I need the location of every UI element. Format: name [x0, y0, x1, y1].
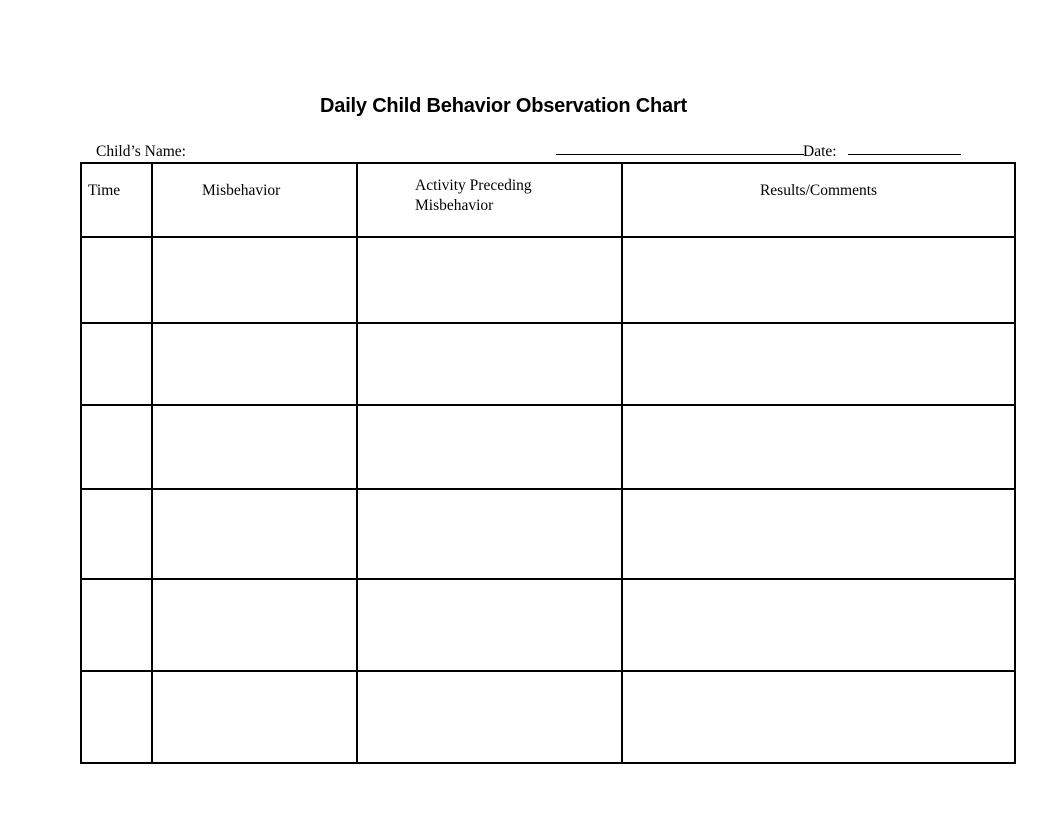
observation-table	[80, 162, 1016, 764]
cell-time[interactable]	[81, 579, 152, 671]
cell-activity[interactable]	[357, 671, 622, 763]
cell-misbehavior[interactable]	[152, 671, 357, 763]
header-misbehavior: Misbehavior	[152, 163, 357, 237]
header-activity-line2: Misbehavior	[415, 197, 494, 214]
table-row	[81, 237, 1015, 323]
cell-activity[interactable]	[357, 579, 622, 671]
cell-activity[interactable]	[357, 489, 622, 579]
cell-results[interactable]	[622, 671, 1015, 763]
cell-misbehavior[interactable]	[152, 579, 357, 671]
cell-time[interactable]	[81, 237, 152, 323]
child-name-blank-line[interactable]	[556, 154, 804, 155]
cell-results[interactable]	[622, 489, 1015, 579]
header-time: Time	[81, 163, 152, 237]
cell-results[interactable]	[622, 405, 1015, 489]
cell-misbehavior[interactable]	[152, 489, 357, 579]
header-activity-line1: Activity Preceding	[415, 177, 532, 194]
cell-results[interactable]	[622, 323, 1015, 405]
cell-activity[interactable]	[357, 237, 622, 323]
table-row	[81, 579, 1015, 671]
cell-activity[interactable]	[357, 405, 622, 489]
header-activity-preceding	[357, 163, 622, 237]
table-row	[81, 405, 1015, 489]
cell-results[interactable]	[622, 237, 1015, 323]
header-results-comments: Results/Comments	[622, 163, 1015, 237]
cell-time[interactable]	[81, 671, 152, 763]
table-header-row	[81, 163, 1015, 237]
child-name-label: Child’s Name:	[96, 143, 186, 160]
date-blank-line[interactable]	[848, 154, 961, 155]
date-label: Date:	[803, 143, 837, 160]
cell-time[interactable]	[81, 323, 152, 405]
table-row	[81, 323, 1015, 405]
cell-misbehavior[interactable]	[152, 237, 357, 323]
page-title: Daily Child Behavior Observation Chart	[320, 95, 687, 117]
cell-results[interactable]	[622, 579, 1015, 671]
cell-misbehavior[interactable]	[152, 405, 357, 489]
cell-activity[interactable]	[357, 323, 622, 405]
table-row	[81, 671, 1015, 763]
cell-misbehavior[interactable]	[152, 323, 357, 405]
cell-time[interactable]	[81, 489, 152, 579]
table-row	[81, 489, 1015, 579]
cell-time[interactable]	[81, 405, 152, 489]
